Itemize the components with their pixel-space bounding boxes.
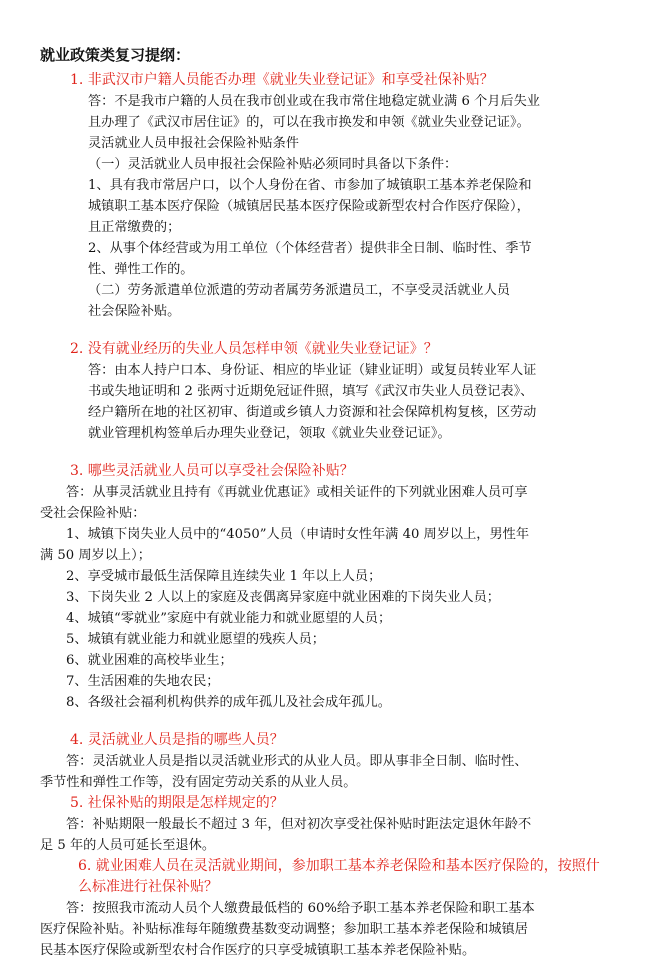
document-title: 就业政策类复习提纲： xyxy=(40,46,191,64)
answer-line: 且办理了《武汉市居住证》的，可以在我市换发和申领《就业失业登记证》。 xyxy=(88,115,530,130)
answer-line: 受社会保险补贴： xyxy=(40,506,146,521)
question-heading-1: 1. 非武汉市户籍人员能否办理《就业失业登记证》和享受社保补贴？ xyxy=(70,72,494,88)
question-heading-3: 3. 哪些灵活就业人员可以享受社会保险补贴？ xyxy=(70,463,354,479)
answer-line: 城镇职工基本医疗保险（城镇居民基本医疗保险或新型农村合作医疗保险）， xyxy=(88,199,530,214)
list-item: 1、城镇下岗失业人员中的“4050”人员（申请时女性年满 40 周岁以上，男性年 xyxy=(66,527,530,542)
answer-line: 答：灵活就业人员是指以灵活就业形式的从业人员。即从事非全日制、临时性、 xyxy=(66,754,528,769)
list-item: 5、城镇有就业能力和就业愿望的残疾人员； xyxy=(66,632,325,647)
answer-line: 且正常缴费的； xyxy=(88,220,181,235)
list-item: 4、城镇“零就业”家庭中有就业能力和就业愿望的人员； xyxy=(66,611,392,626)
answer-line: 医疗保险补贴。补贴标准每年随缴费基数变动调整；参加职工基本养老保险和城镇居 xyxy=(40,922,528,937)
list-item: 7、生活困难的失地农民； xyxy=(66,674,220,689)
list-item: 3、下岗失业 2 人以上的家庭及丧偶离异家庭中就业困难的下岗失业人员； xyxy=(66,590,500,605)
section-spacer xyxy=(40,444,610,461)
answer-line: 答：不是我市户籍的人员在我市创业或在我市常住地稳定就业满 6 个月后失业 xyxy=(88,94,540,109)
list-item: 2、享受城市最低生活保障且连续失业 1 年以上人员； xyxy=(66,569,382,584)
answer-line: （二）劳务派遣单位派遣的劳动者属劳务派遣员工，不享受灵活就业人员 xyxy=(88,283,510,298)
answer-line: 答：从事灵活就业且持有《再就业优惠证》或相关证件的下列就业困难人员可享 xyxy=(66,485,528,500)
answer-line: 民基本医疗保险或新型农村合作医疗的只享受城镇职工基本养老保险补贴。 xyxy=(40,943,476,958)
answer-line: 灵活就业人员申报社会保险补贴条件 xyxy=(88,136,299,151)
section-2 xyxy=(40,339,610,444)
answer-line: 足 5 年的人员可延长至退休。 xyxy=(40,838,216,853)
answer-line: 书或失地证明和 2 张两寸近期免冠证件照，填写《武汉市失业人员登记表》、 xyxy=(88,384,534,399)
answer-line: 性、弹性工作的。 xyxy=(88,262,194,277)
section-1 xyxy=(40,70,610,322)
section-5 xyxy=(40,793,610,856)
section-6 xyxy=(40,856,610,961)
section-spacer xyxy=(40,713,610,730)
answer-line: 社会保险补贴。 xyxy=(88,304,181,319)
list-item: 8、各级社会福利机构供养的成年孤儿及社会成年孤儿。 xyxy=(66,695,391,710)
answer-line: 答：补贴期限一般最长不超过 3 年，但对初次享受社保补贴时距法定退休年龄不 xyxy=(66,817,532,832)
answer-line: 1、具有我市常居户口，以个人身份在省、市参加了城镇职工基本养老保险和 xyxy=(88,178,532,193)
section-4 xyxy=(40,730,610,793)
answer-line: 2、从事个体经营或为用工单位（个体经营者）提供非全日制、临时性、季节 xyxy=(88,241,532,256)
answer-line: 就业管理机构签单后办理失业登记，领取《就业失业登记证》。 xyxy=(88,426,451,441)
answer-line: 经户籍所在地的社区初审、街道或乡镇人力资源和社会保障机构复核，区劳动 xyxy=(88,405,537,420)
section-3 xyxy=(40,461,610,713)
question-heading-5: 5. 社保补贴的期限是怎样规定的？ xyxy=(70,795,284,811)
list-item: 6、就业困难的高校毕业生； xyxy=(66,653,233,668)
question-heading-6: 6. 就业困难人员在灵活就业期间，参加职工基本养老保险和基本医疗保险的，按照什么标准进行社保补贴？ xyxy=(78,858,600,895)
list-item-continuation: 满 50 周岁以上）； xyxy=(40,548,151,563)
answer-line: 季节性和弹性工作等，没有固定劳动关系的从业人员。 xyxy=(40,775,357,790)
answer-line: 答：按照我市流动人员个人缴费最低档的 60%给予职工基本养老保险和职工基本 xyxy=(66,901,535,916)
answer-line: 答：由本人持户口本、身份证、相应的毕业证（肄业证明）或复员转业军人证 xyxy=(88,363,537,378)
answer-line: （一）灵活就业人员申报社会保险补贴必须同时具备以下条件： xyxy=(88,157,458,172)
section-spacer xyxy=(40,322,610,339)
question-heading-2: 2. 没有就业经历的失业人员怎样申领《就业失业登记证》？ xyxy=(70,341,438,357)
question-heading-4: 4. 灵活就业人员是指的哪些人员？ xyxy=(70,732,284,748)
